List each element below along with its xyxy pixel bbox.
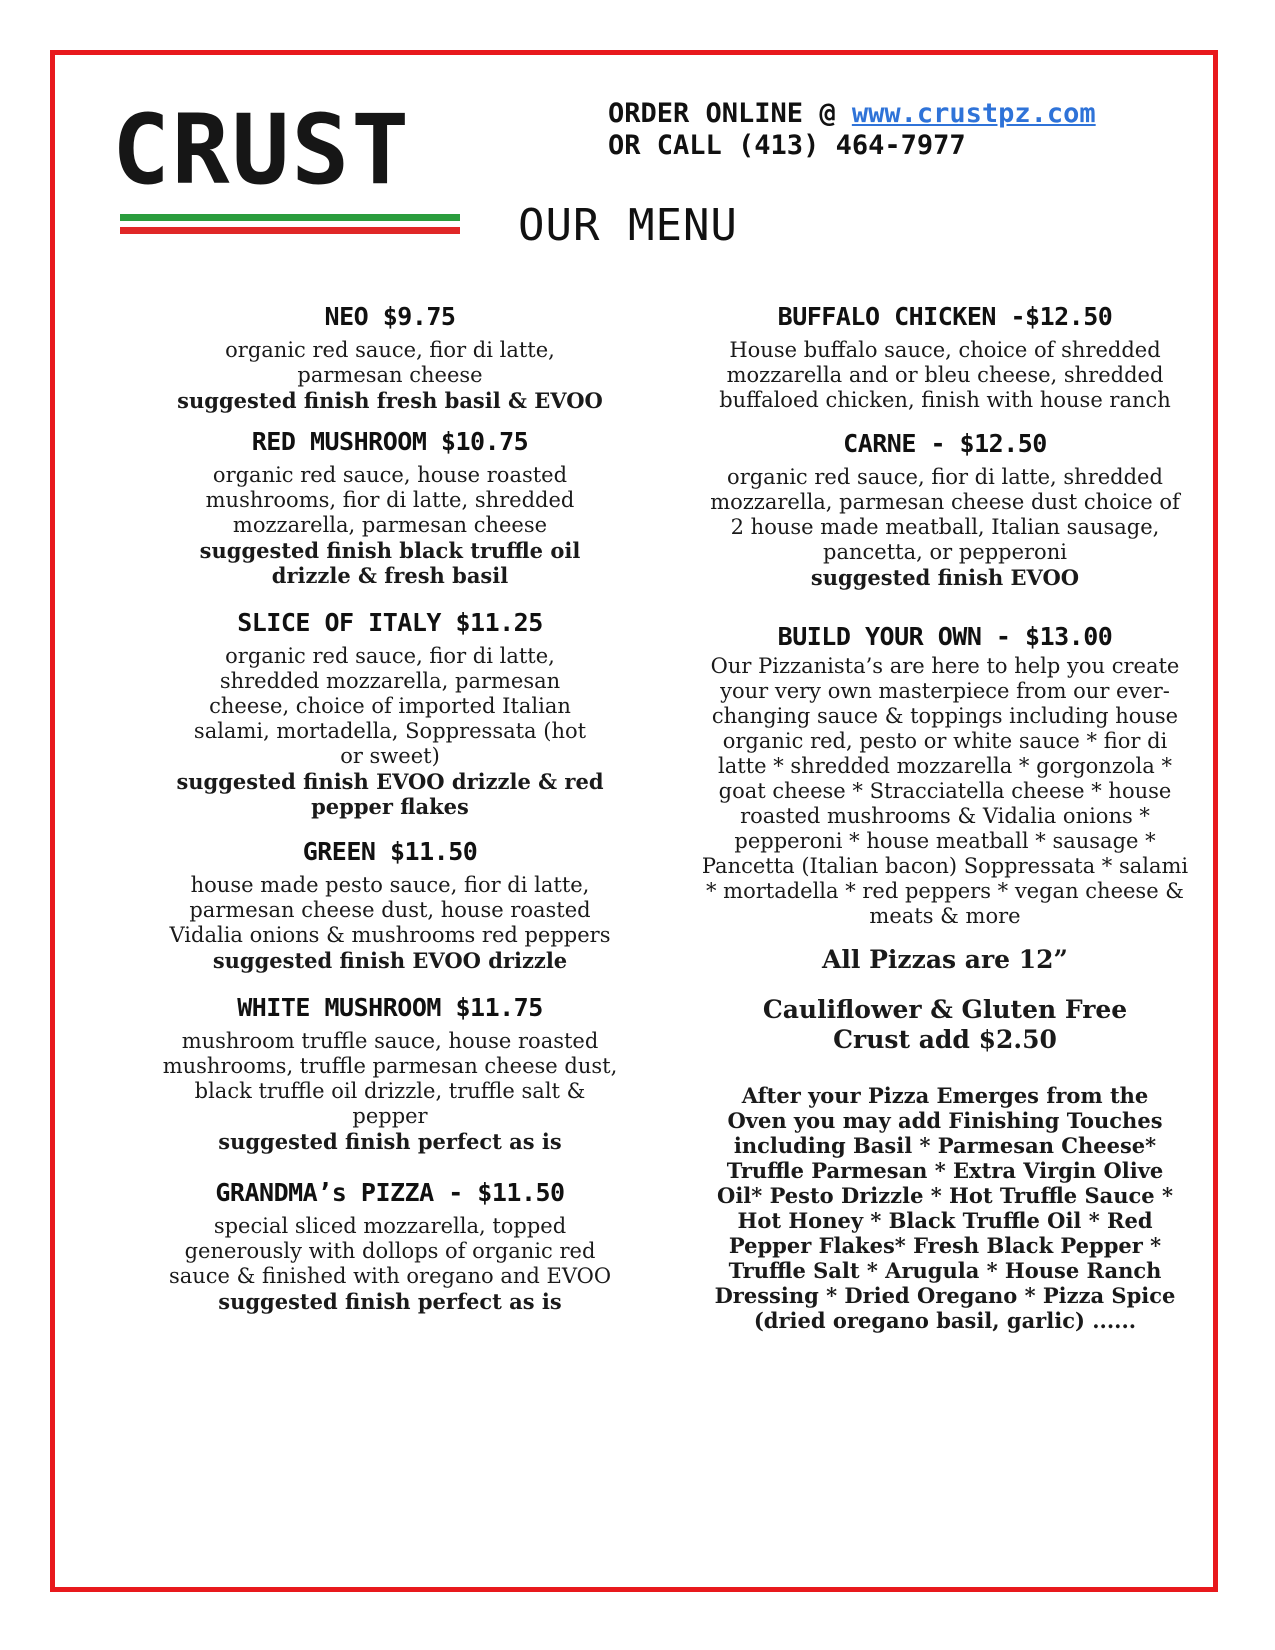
menu-item-title: BUILD YOUR OWN - $13.00 <box>777 622 1113 651</box>
menu-item-description: mushroom truffle sauce, house roasted mushrooms, truffle parmesan cheese dust, black truffle oil drizzle, truffle salt & pepper <box>162 1029 618 1128</box>
menu-item-description: organic red sauce, fior di latte, shredded mozzarella, parmesan cheese dust choice of 2 house made meatball, Italian sausage, pancetta, or pepperoni <box>710 465 1180 564</box>
menu-item-finish: suggested finish EVOO drizzle & red pepper flakes <box>176 769 604 819</box>
menu-item-title: RED MUSHROOM $10.75 <box>251 427 529 456</box>
order-phone-line: OR CALL (413) 464-7977 <box>608 130 966 161</box>
brand-name: CRUST <box>112 94 411 206</box>
menu-item <box>130 606 650 819</box>
menu-item-description: special sliced mozzarella, topped generously with dollops of organic red sauce & finished with oregano and EVOO <box>168 1214 612 1288</box>
menu-item <box>700 300 1190 413</box>
right-menu-column <box>700 300 1190 1333</box>
menu-item-finish: suggested finish fresh basil & EVOO <box>177 388 603 413</box>
menu-title: OUR MENU <box>518 200 738 251</box>
menu-item <box>130 300 650 413</box>
menu-item-title: GRANDMA’s PIZZA - $11.50 <box>215 1178 565 1207</box>
menu-item-title: NEO $9.75 <box>324 302 456 331</box>
menu-item-description: organic red sauce, fior di latte, parmesan cheese <box>225 338 555 387</box>
brand-logo <box>112 94 460 234</box>
menu-item-title: SLICE OF ITALY $11.25 <box>237 608 543 637</box>
menu-item <box>130 425 650 588</box>
logo-stripe-green <box>120 214 460 221</box>
menu-item <box>130 991 650 1154</box>
left-menu-column <box>130 300 650 1314</box>
menu-item-title: BUFFALO CHICKEN -$12.50 <box>777 302 1113 331</box>
website-link[interactable]: www.crustpz.com <box>851 98 1096 129</box>
menu-item <box>700 620 1190 929</box>
menu-item <box>130 835 650 973</box>
menu-item-finish: suggested finish black truffle oil drizzle & fresh basil <box>199 538 581 588</box>
menu-item-title: CARNE - $12.50 <box>843 429 1047 458</box>
menu-item-finish: suggested finish perfect as is <box>218 1289 562 1314</box>
menu-item <box>700 427 1190 590</box>
menu-item-description: House buffalo sauce, choice of shredded mozzarella and or bleu cheese, shredded buffaloed chicken, finish with house ranch <box>719 338 1171 412</box>
order-online-label: ORDER ONLINE @ <box>608 98 852 129</box>
menu-item <box>130 1176 650 1314</box>
menu-item-description: organic red sauce, fior di latte, shredded mozzarella, parmesan cheese, choice of imported Italian salami, mortadella, Soppressata (hot or sweet) <box>193 644 587 768</box>
gluten-free-note: Cauliflower & Gluten Free Crust add $2.50 <box>762 995 1128 1054</box>
menu-item-description: house made pesto sauce, fior di latte, parmesan cheese dust, house roasted Vidalia onions & mushrooms red peppers <box>169 873 611 947</box>
menu-item-description: Our Pizzanista’s are here to help you create your very own masterpiece from our ever-changing sauce & toppings including house organic red, pesto or white sauce * fior di latte * shredded mozzarella * gorgonzola * goat cheese * Stracciatella cheese * house roasted mushrooms & Vidalia onions * pepperoni * house meatball * sausage * Pancetta (Italian bacon) Soppressata * salami * mortadella * red peppers * vegan cheese & meats & more <box>701 654 1189 928</box>
menu-item-title: GREEN $11.50 <box>302 837 478 866</box>
menu-item-finish: suggested finish EVOO <box>810 565 1080 590</box>
pizza-size-note: All Pizzas are 12” <box>822 945 1068 974</box>
order-info <box>608 98 1096 162</box>
finishing-touches-note: After your Pizza Emerges from the Oven you may add Finishing Touches including Basil * Parmesan Cheese* Truffle Parmesan * Extra Virgin Olive Oil* Pesto Drizzle * Hot Truffle Sauce * Hot Honey * Black Truffle Oil * Red Pepper Flakes* Fresh Black Pepper * Truffle Salt * Arugula * House Ranch Dressing * Dried Oregano * Pizza Spice (dried oregano basil, garlic) ...... <box>714 1083 1176 1333</box>
order-online-line <box>608 98 1096 130</box>
menu-item-finish: suggested finish EVOO drizzle <box>212 948 568 973</box>
menu-item-description: organic red sauce, house roasted mushrooms, fior di latte, shredded mozzarella, parmesan cheese <box>205 463 575 537</box>
logo-stripe-red <box>120 227 460 234</box>
menu-item-title: WHITE MUSHROOM $11.75 <box>237 993 543 1022</box>
menu-item-finish: suggested finish perfect as is <box>218 1129 562 1154</box>
